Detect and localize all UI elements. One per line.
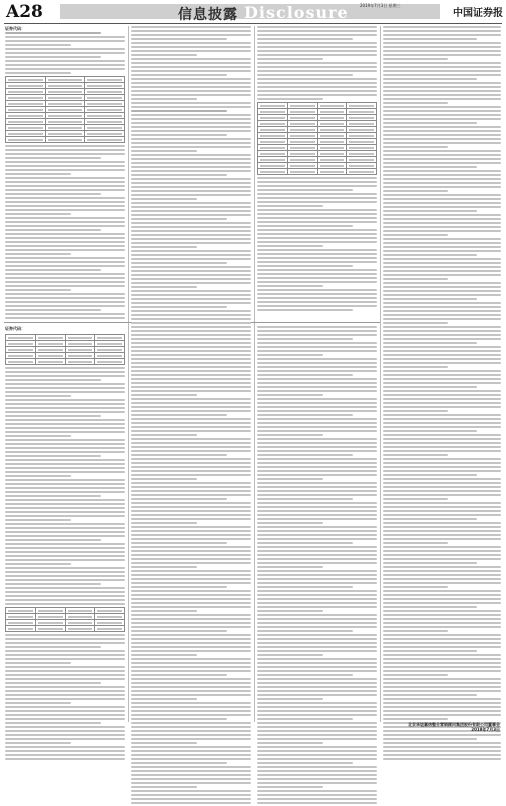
signature-date: 2019年7月3日 [471, 727, 500, 732]
data-table [257, 102, 377, 175]
notice-column-3-top [257, 26, 377, 313]
notice-column-3-bottom [257, 326, 377, 806]
notice-column-1-bottom [5, 326, 125, 762]
notice-column-1-top [5, 26, 125, 321]
column-divider [380, 26, 381, 722]
data-table [5, 334, 125, 365]
notice-code-header: 证券代码： [5, 26, 25, 31]
data-table [5, 76, 125, 143]
signature-footer [360, 722, 500, 748]
notice-column-2-bottom [131, 326, 251, 806]
notice-column-4 [383, 26, 501, 762]
data-table [5, 607, 125, 632]
header-rule [4, 23, 502, 24]
page-number: A28 [6, 2, 43, 22]
company-signature: 北京华谊嘉信整合营销顾问集团股份有限公司董事会 [408, 722, 500, 727]
issue-date: 2019年7月3日 星期三 [360, 3, 401, 8]
notice-code-header: 证券代码： [5, 326, 25, 331]
column-divider [254, 26, 255, 722]
column-divider [128, 26, 129, 722]
masthead [0, 0, 506, 22]
newspaper-name: 中国证券报 [453, 8, 503, 19]
section-title-cn: 信息披露 [178, 7, 238, 23]
section-title-en: Disclosure [244, 3, 349, 22]
